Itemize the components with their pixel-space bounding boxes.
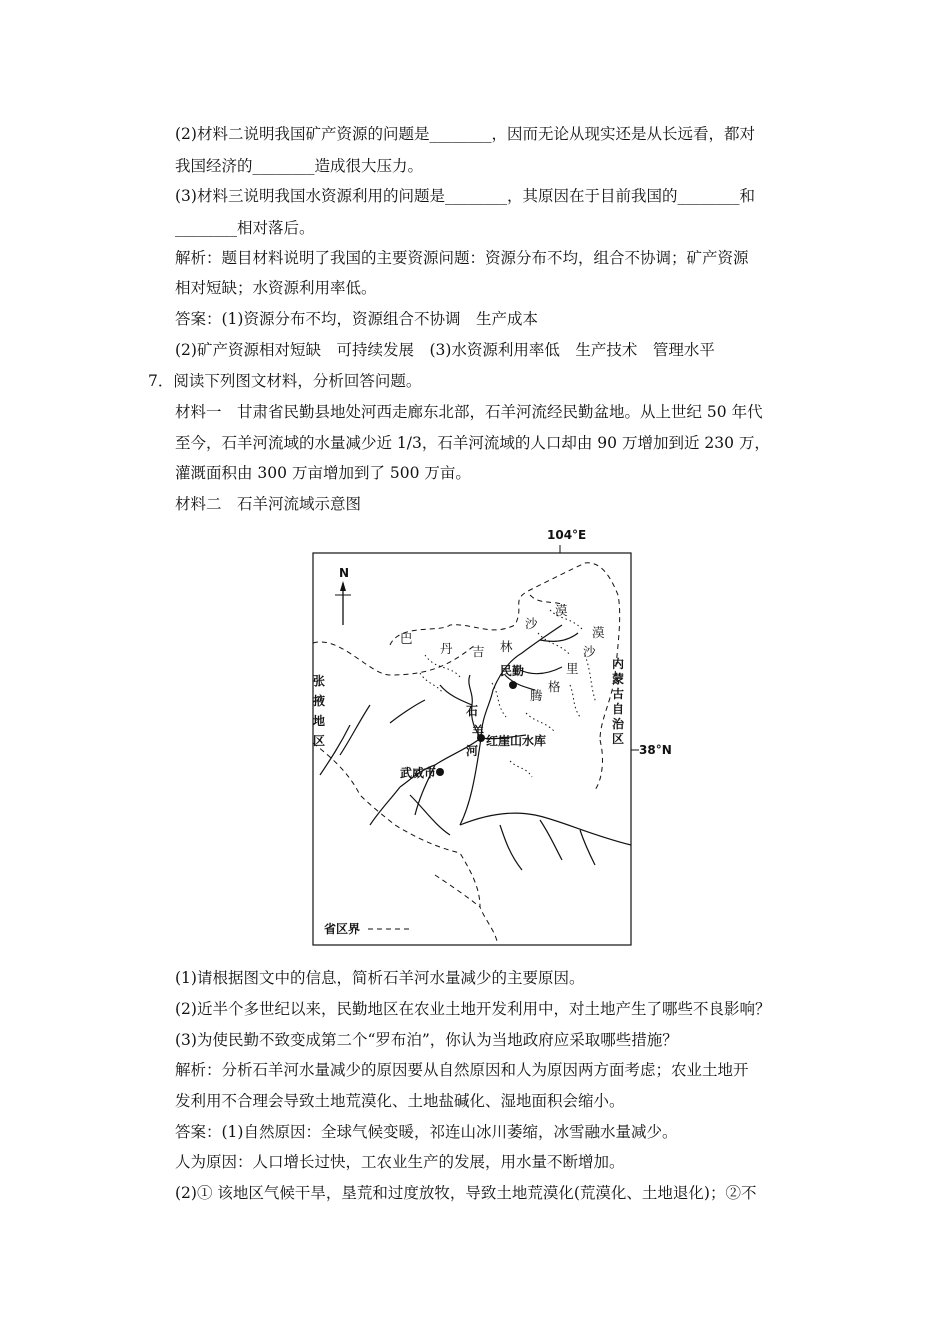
text-line-10: 材料一 甘肃省民勤县地处河西走廊东北部，石羊河流经民勤盆地。从上世纪 50 年代 bbox=[175, 403, 763, 421]
svg-text:格: 格 bbox=[548, 679, 561, 694]
svg-text:沙: 沙 bbox=[583, 644, 596, 659]
svg-text:张: 张 bbox=[313, 674, 326, 688]
svg-text:区: 区 bbox=[612, 732, 625, 746]
text-line-2: 我国经济的________造成很大压力。 bbox=[175, 157, 424, 175]
text-line-13: 材料二 石羊河流域示意图 bbox=[175, 495, 362, 513]
svg-text:漠: 漠 bbox=[592, 625, 605, 640]
map-lon-label: 104°E bbox=[547, 528, 587, 542]
text-line-20: 人为原因：人口增长过快，工农业生产的发展，用水量不断增加。 bbox=[175, 1153, 625, 1171]
svg-text:里: 里 bbox=[566, 661, 579, 676]
text-line-15: (2)近半个多世纪以来，民勤地区在农业土地开发利用中，对土地产生了哪些不良影响？ bbox=[175, 1000, 771, 1018]
text-line-3: (3)材料三说明我国水资源利用的问题是________，其原因在于目前我国的________和 bbox=[175, 187, 755, 205]
text-line-4: ________相对落后。 bbox=[175, 219, 315, 237]
badain-desert-label-2 bbox=[525, 603, 568, 631]
wuwei-label: 武威市 bbox=[400, 766, 437, 780]
shiyang-river-map bbox=[300, 525, 672, 950]
question-7-title: 7．阅读下列图文材料，分析回答问题。 bbox=[148, 372, 422, 390]
svg-text:N: N bbox=[339, 566, 350, 580]
text-line-18: 发利用不合理会导致土地荒漠化、土地盐碱化、湿地面积会缩小。 bbox=[175, 1092, 625, 1110]
svg-text:治: 治 bbox=[612, 717, 625, 731]
svg-text:蒙: 蒙 bbox=[612, 672, 625, 686]
svg-text:省区界: 省区界 bbox=[324, 922, 361, 936]
svg-text:掖: 掖 bbox=[313, 694, 326, 708]
badain-jaran-desert-label bbox=[400, 631, 513, 659]
text-line-14: (1)请根据图文中的信息，简析石羊河水量减少的主要原因。 bbox=[175, 969, 585, 987]
zhangye-label bbox=[312, 673, 325, 748]
svg-text:丹: 丹 bbox=[440, 641, 453, 656]
minqin-label: 民勤 bbox=[500, 664, 525, 678]
svg-text:区: 区 bbox=[313, 734, 326, 748]
svg-text:林: 林 bbox=[500, 639, 513, 654]
wuwei-point bbox=[436, 768, 444, 776]
reservoir-label: 红崖山水库 bbox=[486, 734, 547, 748]
shiyang-river-label bbox=[466, 703, 484, 758]
svg-text:河: 河 bbox=[466, 744, 479, 758]
svg-text:腾: 腾 bbox=[530, 688, 543, 703]
text-line-7: 答案：(1)资源分布不均，资源组合不协调 生产成本 bbox=[175, 310, 538, 328]
north-arrow-icon bbox=[335, 566, 351, 625]
svg-text:巴: 巴 bbox=[400, 631, 413, 646]
text-line-6: 相对短缺；水资源利用率低。 bbox=[175, 279, 377, 297]
text-line-1: (2)材料二说明我国矿产资源的问题是________，因而无论从现实还是从长远看，都对 bbox=[175, 125, 755, 143]
svg-text:地: 地 bbox=[313, 714, 326, 728]
text-line-16: (3)为使民勤不致变成第二个“罗布泊”，你认为当地政府应采取哪些措施？ bbox=[175, 1031, 678, 1049]
svg-text:羊: 羊 bbox=[472, 724, 485, 738]
svg-text:自: 自 bbox=[612, 702, 625, 716]
minqin-point bbox=[509, 681, 517, 689]
svg-text:沙: 沙 bbox=[525, 616, 538, 631]
svg-text:古: 古 bbox=[612, 687, 625, 701]
text-line-19: 答案：(1)自然原因：全球气候变暖，祁连山冰川萎缩，冰雪融水量减少。 bbox=[175, 1123, 678, 1141]
map-lat-label: 38°N bbox=[639, 743, 672, 757]
text-line-5: 解析：题目材料说明了我国的主要资源问题：资源分布不均，组合不协调；矿产资源 bbox=[175, 249, 749, 267]
map-legend bbox=[324, 921, 412, 936]
svg-text:吉: 吉 bbox=[472, 644, 485, 659]
svg-text:内: 内 bbox=[612, 657, 625, 671]
text-line-12: 灌溉面积由 300 万亩增加到了 500 万亩。 bbox=[175, 464, 471, 482]
text-line-17: 解析：分析石羊河水量减少的原因要从自然原因和人为原因两方面考虑；农业土地开 bbox=[175, 1061, 749, 1079]
svg-text:漠: 漠 bbox=[555, 603, 568, 618]
svg-text:石: 石 bbox=[466, 704, 479, 718]
text-line-8: (2)矿产资源相对短缺 可持续发展 (3)水资源利用率低 生产技术 管理水平 bbox=[175, 341, 715, 359]
text-line-21: (2)① 该地区气候干旱，垦荒和过度放牧，导致土地荒漠化(荒漠化、土地退化)；②不 bbox=[175, 1184, 757, 1202]
neimenggu-label bbox=[612, 656, 625, 746]
text-line-11: 至今，石羊河流域的水量减少近 1/3，石羊河流域的人口却由 90 万增加到近 230 万， bbox=[175, 434, 770, 452]
